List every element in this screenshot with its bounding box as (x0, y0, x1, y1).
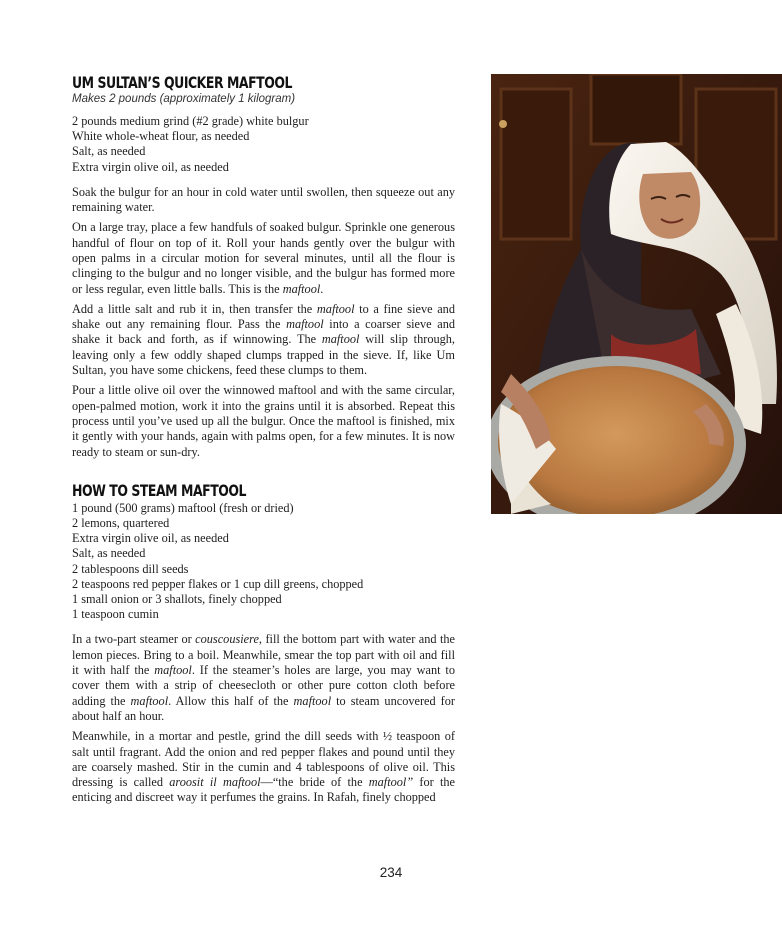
italic-term: maftool (154, 663, 192, 678)
text-run: . (320, 281, 324, 296)
text-run: Meanwhile, in a mortar and pestle, grind the dill seeds with ½ teaspoon of salt until fragrant. Add the onion and red pepper flakes and pound until they are coarsely mashed. Stir in the cumin and 4 tablespoons of olive oil. This dressing is called (72, 729, 455, 790)
text-run: for the enticing and discreet way it perfumes the grains. In Rafah, finely chopped (72, 775, 456, 805)
method-paragraph (72, 220, 455, 296)
text-run: —“the bride of the (260, 775, 369, 790)
ingredient-item: 2 pounds medium grind (#2 grade) white bulgur (72, 114, 309, 128)
text-run: Pour a little olive oil over the winnowed maftool and with the same circular, open-palmed motion, work it into the grains until it is absorbed. Repeat this process until you’ve used up all the bulgur. Once the maftool is finished, mix it gently with your hands, again with palms open, for a few minutes. It is now ready to steam or sun-dry. (72, 383, 455, 459)
italic-term: maftool (316, 301, 355, 316)
italic-term: maftool” (368, 775, 414, 790)
ingredient-item: 1 teaspoon cumin (72, 607, 159, 622)
italic-term: maftool (321, 332, 360, 347)
italic-term: maftool (286, 317, 324, 332)
ingredient-item: 1 small onion or 3 shallots, finely chopped (72, 592, 282, 607)
recipe-yield: Makes 2 pounds (approximately 1 kilogram) (72, 93, 296, 105)
text-column (72, 73, 455, 811)
italic-term: maftool (282, 281, 321, 296)
page-number: 234 (379, 865, 403, 880)
method-paragraph (72, 383, 455, 459)
text-run: On a large tray, place a few handfuls of soaked bulgur. Sprinkle one generous handful of flour on top of it. Roll your hands gently over the bulgur with open palms in a circular motion for several minutes, until all the flour is clinging to the bulgur and no longer visible, and the bulgur has formed more or less regular, even little balls. This is the (72, 220, 455, 296)
ingredient-item: 2 lemons, quartered (72, 516, 170, 531)
ingredient-item: 2 teaspoons red pepper flakes or 1 cup dill greens, chopped (72, 576, 364, 591)
text-run: In a two-part steamer or (72, 632, 196, 647)
recipe-title: UM SULTAN’S QUICKER MAFTOOL (72, 73, 292, 92)
method-paragraph (72, 185, 455, 216)
text-run: , fill the bottom part with water and the lemon pieces. Bring to a boil. Meanwhile, smear the top part with oil and fill it with half the (72, 632, 455, 678)
text-run: . Allow this half of the (168, 693, 294, 708)
text-run: to steam uncovered for about half an hour. (72, 693, 456, 723)
ingredient-item: 1 pound (500 grams) maftool (fresh or dried) (72, 500, 294, 515)
text-run: into a coarser sieve and shake it back and forth, as if winnowing. The (72, 317, 455, 347)
text-run: . If the steamer’s holes are large, you may want to cover them with a strip of cheesecloth or other pure cotton cloth before adding the (72, 663, 455, 708)
ingredient-list (72, 501, 455, 623)
ingredient-item: Salt, as needed (72, 144, 146, 159)
method-paragraph (72, 632, 455, 724)
ingredient-item: Extra virgin olive oil, as needed (72, 159, 229, 174)
italic-term: maftool (130, 693, 169, 708)
method-paragraph (72, 302, 455, 378)
ingredient-list (72, 114, 455, 175)
recipe-title: HOW TO STEAM MAFTOOL (72, 480, 247, 500)
ingredient-item: Salt, as needed (72, 546, 146, 561)
italic-term: maftool (293, 693, 332, 708)
ingredient-item: White whole-wheat flour, as needed (72, 129, 250, 144)
ingredient-item: 2 tablespoons dill seeds (72, 561, 189, 576)
text-run: Soak the bulgur for an hour in cold water until swollen, then squeeze out any remaining water. (72, 184, 455, 215)
ingredient-item: Extra virgin olive oil, as needed (72, 531, 229, 546)
text-run: to a fine sieve and shake out any remaining flour. Pass the (72, 301, 455, 332)
text-run: will slip through, leaving only a few oddly shaped clumps trapped in the sieve. If, like Um Sultan, you have some chickens, feed these clumps to them. (72, 332, 455, 378)
italic-term: aroosit il maftool (169, 775, 261, 790)
text-run: Add a little salt and rub it in, then transfer the (72, 301, 317, 316)
method-paragraph (72, 729, 455, 805)
photo-woman-rolling-maftool (491, 74, 782, 514)
italic-term: couscousiere (195, 632, 259, 647)
